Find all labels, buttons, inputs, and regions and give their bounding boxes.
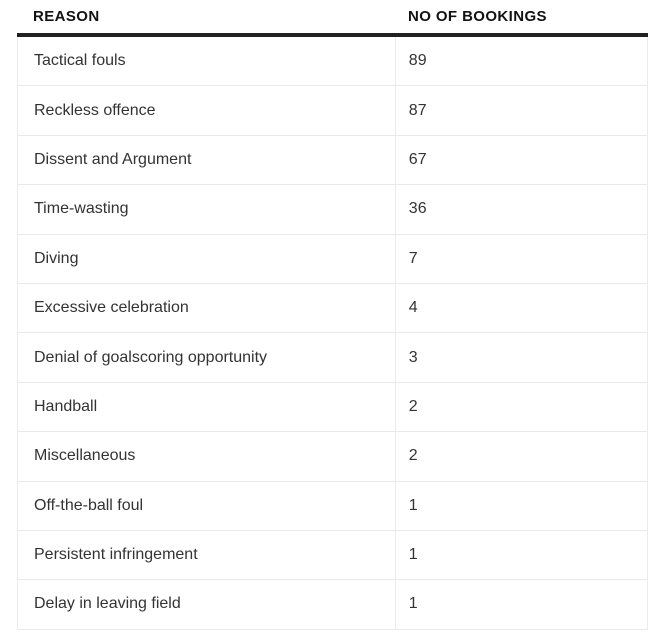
bookings-cell: 7: [395, 235, 647, 283]
bookings-cell: 36: [395, 185, 647, 233]
bookings-cell: 67: [395, 136, 647, 184]
bookings-cell: 1: [395, 580, 647, 628]
bookings-cell: 3: [395, 333, 647, 381]
bookings-cell: 4: [395, 284, 647, 332]
bookings-cell: 1: [395, 531, 647, 579]
reason-cell: Time-wasting: [34, 200, 129, 218]
reason-cell: Persistent infringement: [34, 546, 198, 564]
table-row: [18, 482, 647, 531]
table-row: [18, 235, 647, 284]
column-header-bookings: NO OF BOOKINGS: [408, 8, 547, 25]
table-body: [17, 37, 648, 630]
table-row: [18, 37, 647, 86]
bookings-cell: 87: [395, 86, 647, 134]
bookings-cell: 2: [395, 383, 647, 431]
table-row: [18, 86, 647, 135]
reason-cell: Denial of goalscoring opportunity: [34, 348, 268, 366]
reason-cell: Excessive celebration: [34, 299, 189, 317]
column-header-reason: REASON: [33, 8, 100, 25]
reason-cell: Reckless offence: [34, 101, 156, 119]
reason-cell: Delay in leaving field: [34, 595, 181, 613]
table-row: [18, 432, 647, 481]
bookings-table: [17, 0, 648, 630]
reason-cell: Handball: [34, 397, 98, 415]
table-row: [18, 531, 647, 580]
reason-cell: Miscellaneous: [34, 447, 136, 465]
reason-cell: Dissent and Argument: [34, 150, 192, 168]
bookings-cell: 89: [395, 37, 647, 85]
table-row: [18, 185, 647, 234]
table-header-row: [17, 0, 648, 37]
table-row: [18, 580, 647, 629]
table-row: [18, 284, 647, 333]
reason-cell: Off-the-ball foul: [34, 496, 144, 514]
bookings-cell: 2: [395, 432, 647, 480]
table-row: [18, 136, 647, 185]
bookings-cell: 1: [395, 482, 647, 530]
reason-cell: Tactical fouls: [34, 52, 126, 70]
table-row: [18, 333, 647, 382]
table-row: [18, 383, 647, 432]
reason-cell: Diving: [34, 249, 79, 267]
